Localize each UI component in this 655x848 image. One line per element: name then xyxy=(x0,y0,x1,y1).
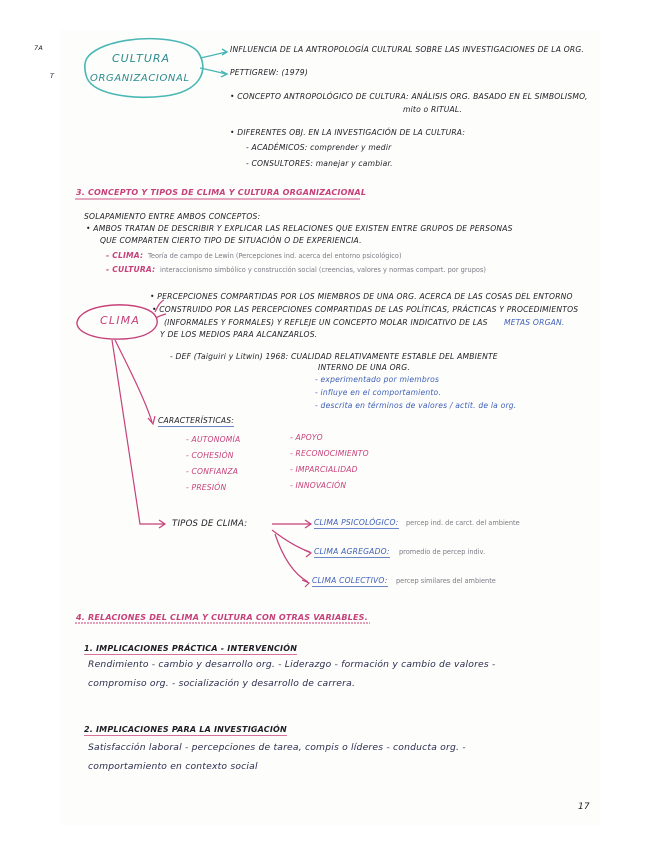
clima-bubble-label: CLIMA xyxy=(100,314,141,327)
tipo-colectivo-desc: percep similares del ambiente xyxy=(396,577,496,585)
tipo-psicologico-label: CLIMA PSICOLÓGICO: xyxy=(314,518,399,527)
cultura-pettigrew: PETTIGREW: (1979) xyxy=(230,68,308,77)
tipo-psicologico-desc: percep ind. de carct. del ambiente xyxy=(406,519,520,527)
section4-sub1-line2: compromiso org. - socialización y desarrollo de carrera. xyxy=(88,678,356,689)
caract-left-2: - COHESIÓN xyxy=(186,451,234,460)
clima-line-tipos xyxy=(112,340,164,524)
notebook-page xyxy=(34,30,600,825)
caract-left-4: - PRESIÓN xyxy=(186,483,227,492)
clima-def-2: • CONSTRUIDO POR LAS PERCEPCIONES COMPARTIDAS DE LAS POLÍTICAS, PRÁCTICAS Y PROCEDIMIENTOS xyxy=(152,305,579,314)
section3-cultura-text: interaccionismo simbólico y construcción social (creencias, valores y normas compart. por grupos) xyxy=(160,266,486,274)
clima-def-author-2: INTERNO DE UNA ORG. xyxy=(318,363,410,372)
cultura-bubble-subtitle: ORGANIZACIONAL xyxy=(90,73,190,84)
cultura-influencia: INFLUENCIA DE LA ANTROPOLOGÍA CULTURAL SOBRE LAS INVESTIGACIONES DE LA ORG. xyxy=(230,45,585,54)
margin-mark-top: 7A xyxy=(34,44,43,52)
clima-def-sub-2: - influye en el comportamiento. xyxy=(315,388,442,397)
page-number: 17 xyxy=(578,802,590,812)
clima-metas: METAS ORGAN. xyxy=(504,318,565,327)
section3-comparten: QUE COMPARTEN CIERTO TIPO DE SITUACIÓN O DE EXPERIENCIA. xyxy=(100,236,362,245)
margin-mark-second: T xyxy=(50,72,55,80)
clima-def-sub-3: - descrita en términos de valores / actit. de la org. xyxy=(315,401,517,410)
clima-def-sub-1: - experimentado por miembros xyxy=(315,375,440,384)
tipos-arrow-psico-head xyxy=(305,520,311,528)
section4-sub2-title: 2. IMPLICACIONES PARA LA INVESTIGACIÓN xyxy=(84,725,287,734)
cultura-arrow-1-head xyxy=(222,49,227,55)
caract-right-1: - APOYO xyxy=(290,433,323,442)
clima-def-4: Y DE LOS MEDIOS PARA ALCANZARLOS. xyxy=(160,330,318,339)
tipos-arrow-colect xyxy=(275,534,308,582)
caract-right-2: - RECONOCIMIENTO xyxy=(290,449,369,458)
section3-ambos: • AMBOS TRATAN DE DESCRIBIR Y EXPLICAR LAS RELACIONES QUE EXISTEN ENTRE GRUPOS DE PERSONAS xyxy=(86,224,513,233)
tipo-agregado-label: CLIMA AGREGADO: xyxy=(314,547,390,556)
tipos-arrow-agreg xyxy=(272,530,310,552)
tipos-arrow-agreg-head xyxy=(304,550,311,557)
section4-sub2-line2: comportamiento en contexto social xyxy=(88,761,258,772)
caracteristicas-title: CARACTERÍSTICAS: xyxy=(158,416,234,425)
section3-title: 3. CONCEPTO Y TIPOS DE CLIMA Y CULTURA ORGANIZACIONAL xyxy=(76,188,367,197)
section4-sub1-title: 1. IMPLICACIONES PRÁCTICA - INTERVENCIÓN xyxy=(84,644,298,653)
section4-sub1-line1: Rendimiento - cambio y desarrollo org. - Liderazgo - formación y cambio de valores - xyxy=(88,659,496,670)
caract-left-1: - AUTONOMÍA xyxy=(186,435,241,444)
cultura-bubble-title: CULTURA xyxy=(112,52,171,65)
tipo-colectivo-label: CLIMA COLECTIVO: xyxy=(312,576,388,585)
cultura-arrow-2 xyxy=(200,68,226,74)
tipos-clima-title: TIPOS DE CLIMA: xyxy=(172,519,248,529)
tipos-arrow-colect-head xyxy=(302,580,309,587)
cultura-academicos: - ACADÉMICOS: comprender y medir xyxy=(246,143,392,152)
section3-clima-label: - CLIMA: xyxy=(106,251,144,260)
caract-left-3: - CONFIANZA xyxy=(186,467,239,476)
section3-cultura-label: - CULTURA: xyxy=(106,265,156,274)
caract-right-4: - INNOVACIÓN xyxy=(290,481,347,490)
section4-title: 4. RELACIONES DEL CLIMA Y CULTURA CON OTRAS VARIABLES. xyxy=(76,613,368,622)
clima-def-3: (INFORMALES Y FORMALES) Y REFLEJE UN CONCEPTO MOLAR INDICATIVO DE LAS xyxy=(164,318,488,327)
caract-right-3: - IMPARCIALIDAD xyxy=(290,465,358,474)
section4-sub2-line1: Satisfacción laboral - percepciones de tarea, compis o líderes - conducta org. - xyxy=(88,742,466,753)
clima-arrow-caract-head xyxy=(148,416,155,424)
tipo-agregado-desc: promedio de percep indiv. xyxy=(399,548,486,556)
cultura-bubble-outline xyxy=(85,39,203,98)
section3-clima-text: Teoría de campo de Lewin (Percepciones ind. acerca del entorno psicológico) xyxy=(148,252,402,260)
clima-def-author: - DEF (Taiguiri y Litwin) 1968: CUALIDAD RELATIVAMENTE ESTABLE DEL AMBIENTE xyxy=(170,352,498,361)
cultura-arrow-1 xyxy=(200,52,226,58)
cultura-diferentes: • DIFERENTES OBJ. EN LA INVESTIGACIÓN DE LA CULTURA: xyxy=(230,128,466,137)
cultura-concepto-cont: mito o RITUAL. xyxy=(403,105,462,114)
cultura-arrow-2-head xyxy=(221,71,227,77)
clima-arrow-tipos-head xyxy=(159,520,165,528)
clima-def-1: • PERCEPCIONES COMPARTIDAS POR LOS MIEMBROS DE UNA ORG. ACERCA DE LAS COSAS DEL ENTORNO xyxy=(150,292,573,301)
cultura-consultores: - CONSULTORES: manejar y cambiar. xyxy=(246,159,393,168)
section3-solapamiento: SOLAPAMIENTO ENTRE AMBOS CONCEPTOS: xyxy=(84,212,261,221)
clima-line-caract xyxy=(115,340,152,422)
cultura-concepto: • CONCEPTO ANTROPOLÓGICO DE CULTURA: ANÁLISIS ORG. BASADO EN EL SIMBOLISMO, xyxy=(230,92,588,101)
